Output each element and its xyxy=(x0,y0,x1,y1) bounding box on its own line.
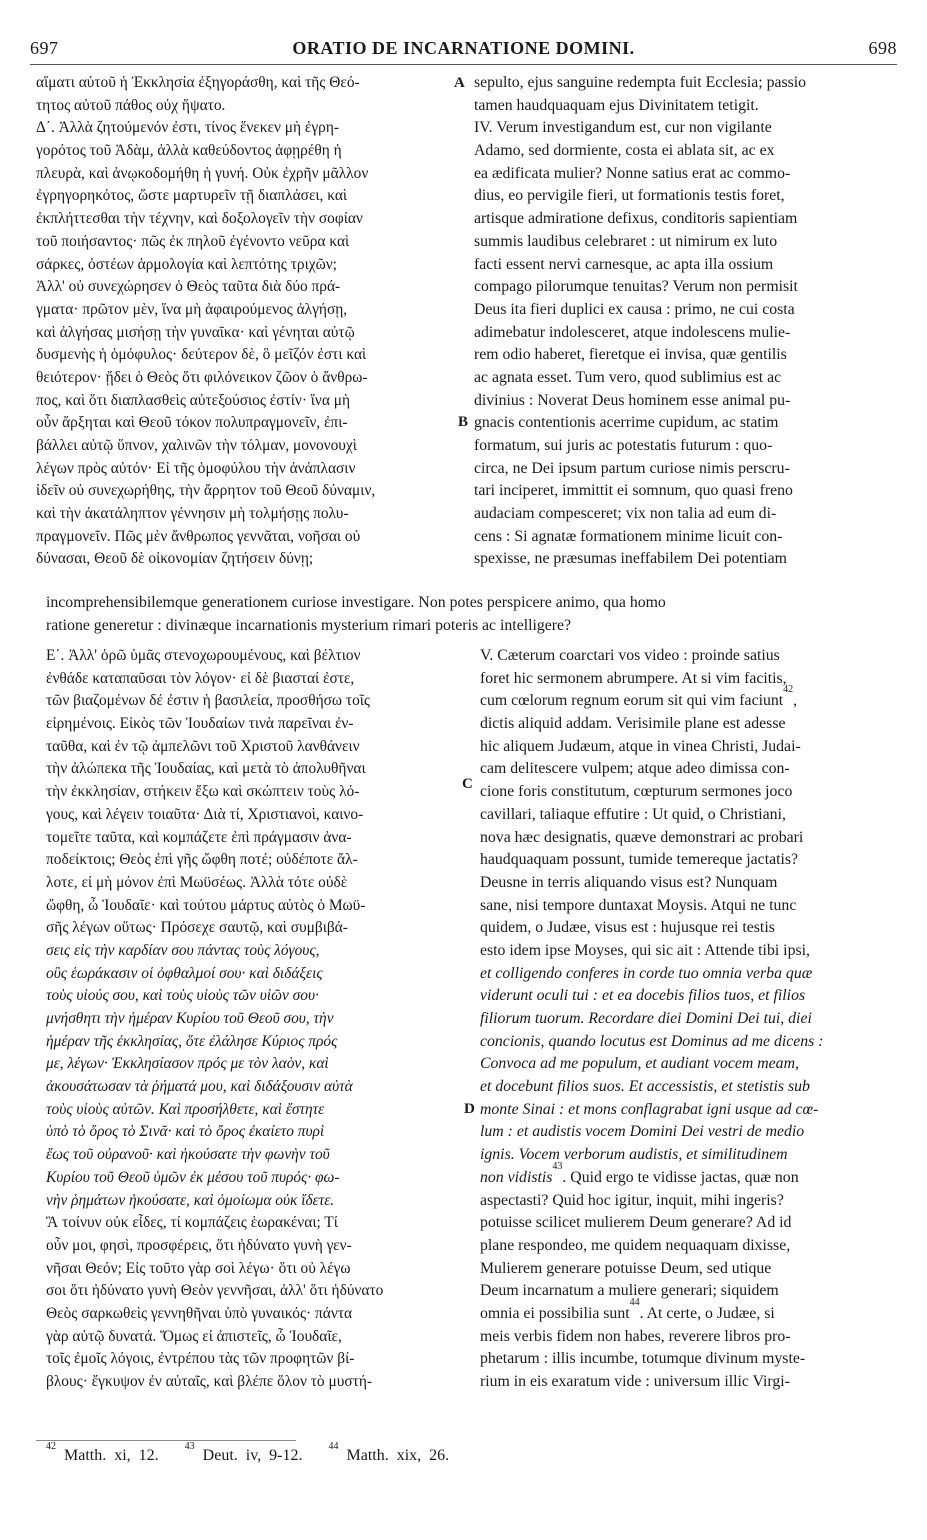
greek-line xyxy=(36,208,446,231)
greek-line xyxy=(46,940,456,963)
latin-line xyxy=(474,435,890,458)
greek-line-text: ποδείκτοις; Θεὸς ἐπὶ γῆς ὤφθη ποτέ; οὐδέποτε ἄλ- xyxy=(46,851,358,869)
latin-line xyxy=(480,684,894,713)
latin-line-text: sane, nisi tempore duntaxat Moysis. Atqui ne tunc xyxy=(480,896,797,914)
latin-line xyxy=(474,367,890,390)
latin-line xyxy=(474,322,890,345)
greek-line-text: γματα· πρῶτον μὲν, ἵνα μὴ ἀφαιρούμενος ἀλγήσῃ, xyxy=(36,300,348,318)
latin-line xyxy=(480,645,894,668)
latin-line-text: phetarum : illis incumbe, totumque divinum myste- xyxy=(480,1350,806,1368)
latin-line xyxy=(474,95,890,118)
latin-column-top xyxy=(474,72,890,571)
footnote xyxy=(184,1441,303,1464)
greek-line xyxy=(46,645,456,668)
latin-line-text-cont: . Quid ergo te vidisse jactas, quæ non xyxy=(562,1168,799,1186)
latin-line xyxy=(480,985,894,1008)
latin-line xyxy=(480,736,894,759)
latin-line xyxy=(480,895,894,918)
greek-column-bottom xyxy=(46,645,456,1394)
page-number-right: 698 xyxy=(868,38,897,58)
greek-line xyxy=(36,72,446,95)
latin-line xyxy=(474,140,890,163)
footnote xyxy=(46,1441,159,1464)
greek-line-text: πραγμονεῖν. Πῶς μὲν ἄνθρωπος γεννᾶται, νοῆσαι οὐ xyxy=(36,527,361,545)
latin-line xyxy=(480,758,894,781)
greek-line xyxy=(46,804,456,827)
greek-line xyxy=(36,322,446,345)
latin-line-text: ea ædificata mulier? Nonne satius erat ac commo- xyxy=(474,164,791,182)
greek-line xyxy=(46,1076,456,1099)
latin-line-text: cum cœlorum regnum eorum sit qui vim faciunt xyxy=(480,692,784,710)
latin-line xyxy=(480,1031,894,1054)
greek-line xyxy=(46,985,456,1008)
greek-line xyxy=(36,254,446,277)
greek-line xyxy=(46,1280,456,1303)
footnote-reference: Matth. xix, 26. xyxy=(338,1447,450,1464)
latin-line-text: cam delitescere vulpem; atque adeo dimissa con- xyxy=(480,760,790,778)
latin-line-text: incomprehensibilemque generationem curiose investigare. Non potes perspicere animo, qua homo xyxy=(46,594,666,611)
greek-line-text: τοὺς υἱούς σου, καὶ τοὺς υἱοὺς τῶν υἱῶν σου· xyxy=(46,987,319,1005)
latin-line-text: filiorum tuorum. Recordare diei Domini Dei tui, diei xyxy=(480,1010,812,1027)
latin-line xyxy=(480,1212,894,1235)
greek-line-text: σῆς λέγων οὕτως· Πρόσεχε σαυτῷ, καὶ συμβιβά- xyxy=(46,919,348,937)
greek-line xyxy=(36,299,446,322)
greek-line-text: καὶ ἀλγήσας μισήσῃ τὴν γυναῖκα· καὶ γένηται αὐτῷ xyxy=(36,323,355,341)
footnote-reference: Matth. xi, 12. xyxy=(56,1447,159,1464)
greek-line xyxy=(36,367,446,390)
latin-line-text: meis verbis fidem non habes, reverere libros pro- xyxy=(480,1327,791,1345)
greek-line xyxy=(46,963,456,986)
greek-line-text: με, λέγων· Ἐκκλησίασον πρός με τὸν λαὸν, καὶ xyxy=(46,1055,329,1073)
latin-line xyxy=(480,872,894,895)
latin-line-text: cens : Si agnatæ formationem minime licuit con- xyxy=(474,527,783,545)
latin-line-text: concionis, quando locutus est Dominus ad me dicens : xyxy=(480,1032,824,1050)
footnote-ref: 44 xyxy=(629,1296,640,1308)
greek-line-text: τοὺς υἱοὺς αὐτῶν. Καὶ προσήλθετε, καὶ ἔστητε xyxy=(46,1100,325,1118)
greek-line-text: σάρκες, ὀστέων ἁρμολογία καὶ λεπτότης τριχῶν; xyxy=(36,255,337,273)
latin-line xyxy=(46,592,894,615)
greek-line xyxy=(46,895,456,918)
greek-line-text: αἵματι αὐτοῦ ἡ Ἐκκλησία ἐξηγοράσθη, καὶ τῆς Θεό- xyxy=(36,74,360,91)
page-header xyxy=(30,38,897,60)
latin-line-text: IV. Verum investigandum est, cur non vigilante xyxy=(474,119,772,137)
greek-line xyxy=(36,412,446,435)
greek-line-text: οὖν ἄρξηται καὶ Θεοῦ τόκον πολυπραγμονεῖν, ἐπι- xyxy=(36,414,348,432)
latin-line-text: quidem, o Judæe, visus est : hujusque rei testis xyxy=(480,919,775,937)
greek-line-text: μνήσθητι τὴν ἡμέραν Κυρίου τοῦ Θεοῦ σου, τὴν xyxy=(46,1010,334,1027)
greek-line xyxy=(46,713,456,736)
latin-line xyxy=(474,458,890,481)
greek-line-text: τητος αὐτοῦ πάθος οὐχ ἥψατο. xyxy=(36,96,226,114)
greek-line-text: σεις εἰς τὴν καρδίαν σου πάντας τοὺς λόγους, xyxy=(46,941,320,959)
latin-line-text: dictis aliquid addam. Verisimile plane est adesse xyxy=(480,715,786,733)
latin-line-text: dius, eo pervigile fieri, ut formationis testis foret, xyxy=(474,187,785,205)
latin-line-text: adimebatur indolesceret, atque indolescens mulie- xyxy=(474,323,791,341)
greek-line-text: ἐγρηγορηκότος, ὥστε μαρτυρεῖν τῇ διαπλάσει, καὶ xyxy=(36,187,348,205)
footnotes xyxy=(46,1441,475,1465)
latin-line-text: rem odio haberet, fieretque ei invisa, quæ gentilis xyxy=(474,346,787,364)
latin-line xyxy=(474,526,890,549)
latin-line-text: monte Sinai : et mons conflagrabat igni usque ad cœ- xyxy=(480,1100,819,1118)
latin-line-text: potuisse scilicet mulierem Deum generare? Ad id xyxy=(480,1214,792,1232)
greek-line xyxy=(46,827,456,850)
latin-line xyxy=(480,917,894,940)
margin-marker-a: A xyxy=(454,75,465,91)
latin-line-text: spexisse, ne præsumas ineffabilem Dei potentiam xyxy=(474,550,787,568)
greek-line xyxy=(36,276,446,299)
greek-line-text: σοι ὅτι ἠδύνατο γυνὴ Θεὸν γεννῆσαι, ἀλλ' ὅτι ἠδύνατο xyxy=(46,1282,384,1300)
latin-line xyxy=(480,668,894,691)
latin-line-text: aspectasti? Quid hoc igitur, inquit, mihi ingeris? xyxy=(480,1191,784,1209)
latin-line xyxy=(480,713,894,736)
latin-line xyxy=(480,1121,894,1144)
greek-line xyxy=(46,690,456,713)
greek-line-text: γὰρ αὐτῷ δυνατά. Ὅμως εἰ ἀπιστεῖς, ὦ Ἰουδαῖε, xyxy=(46,1327,342,1345)
latin-line-text: artisque admiratione defixus, conditoris sapientiam xyxy=(474,210,798,228)
latin-line xyxy=(474,548,890,571)
latin-line xyxy=(474,185,890,208)
latin-line xyxy=(480,963,894,986)
greek-line-text: ὑπὸ τὸ ὄρος τὸ Σινᾶ· καὶ τὸ ὄρος ἐκαίετο πυρὶ xyxy=(46,1123,325,1141)
footnote-ref: 43 xyxy=(552,1160,563,1172)
greek-line-text: λοτε, εἰ μὴ μόνον ἐπὶ Μωϋσέως. Ἀλλὰ τότε οὐδὲ xyxy=(46,873,348,891)
footnote-reference: Deut. iv, 9-12. xyxy=(194,1447,303,1464)
greek-line-text: οὓς ἑωράκασιν οἱ ὀφθαλμοί σου· καὶ διδάξεις xyxy=(46,964,323,982)
latin-line-text: omnia ei possibilia sunt xyxy=(480,1304,630,1322)
greek-column-top xyxy=(36,72,446,571)
greek-line-text: δύνασαι, Θεοῦ δὲ οἰκονομίαν ζητήσειν δύνῃ; xyxy=(36,550,314,568)
greek-line xyxy=(46,1144,456,1167)
footnote-number: 44 xyxy=(328,1441,339,1452)
greek-line-text: τὴν ἀλώπεκα τῆς Ἰουδαίας, καὶ μετὰ τὸ ἀπολυθῆναι xyxy=(46,760,366,778)
latin-line-text: summis laudibus celebraret : ut nimirum ex luto xyxy=(474,232,778,250)
greek-line xyxy=(46,1121,456,1144)
header-rule xyxy=(30,64,897,65)
latin-line-text: cavillari, taliaque effutire : Ut quid, o Christiani, xyxy=(480,805,786,823)
latin-line xyxy=(480,1348,894,1371)
greek-line xyxy=(36,435,446,458)
greek-line-text: λέγων πρὸς αὐτόν· Εἰ τῆς ὁμοφύλου τὴν ἀνάπλασιν xyxy=(36,459,356,477)
latin-line-text: facti essent nervi carnesque, ac apta illa ossium xyxy=(474,255,774,273)
greek-line-text: Θεὸς σαρκωθεὶς γεννηθῆναι ὑπὸ γυναικός· πάντα xyxy=(46,1304,353,1322)
greek-line-text: νῆσαι Θεόν; Εἰς τοῦτο γὰρ σοὶ λέγω· ὅτι οὐ λέγω xyxy=(46,1259,351,1277)
latin-line xyxy=(480,1008,894,1031)
latin-line xyxy=(480,1076,894,1099)
latin-line-text: et colligendo conferes in corde tuo omnia verba quæ xyxy=(480,964,813,982)
margin-marker-c: C xyxy=(462,776,473,792)
greek-line-text: τοῦ ποιήσαντος· πῶς ἐκ πηλοῦ ἐγένοντο νεῦρα καὶ xyxy=(36,232,350,250)
greek-line xyxy=(46,1326,456,1349)
margin-marker-b: B xyxy=(458,414,469,430)
latin-line-text: non vidistis xyxy=(480,1168,553,1186)
latin-line xyxy=(480,940,894,963)
latin-line xyxy=(474,390,890,413)
greek-line xyxy=(46,736,456,759)
latin-line-text: foret hic sermonem abrumpere. At si vim facitis, xyxy=(480,669,787,687)
latin-line-text: cione foris constitutum, cœpturum sermones joco xyxy=(480,783,793,801)
latin-line-text: Deum incarnatum a muliere generari; siquidem xyxy=(480,1282,779,1300)
greek-line xyxy=(36,458,446,481)
greek-line xyxy=(36,231,446,254)
latin-line xyxy=(46,615,894,638)
latin-line xyxy=(480,1296,894,1326)
latin-line xyxy=(474,503,890,526)
latin-line xyxy=(474,254,890,277)
greek-line-text: τὴν ἐκκλησίαν, στήκειν ἔξω καὶ σκώπτειν τοὺς λό- xyxy=(46,783,360,801)
page-number-left: 697 xyxy=(30,38,59,58)
latin-line-text: ignis. Vocem verborum audistis, et similitudinem xyxy=(480,1146,788,1164)
latin-line-text: Mulierem generare potuisse Deum, sed utique xyxy=(480,1259,772,1277)
latin-line-text-cont: . At certe, o Judæe, si xyxy=(639,1304,775,1322)
latin-line xyxy=(480,804,894,827)
greek-line-text: ἰδεῖν οὐ συνεχωρήθης, τὴν ἄρρητον τοῦ Θεοῦ δύναμιν, xyxy=(36,482,376,500)
greek-line-text: Ἃ τοίνυν οὐκ εἶδες, τί κομπάζεις ἑωρακέναι; Τί xyxy=(46,1214,338,1232)
greek-line xyxy=(46,1031,456,1054)
greek-line xyxy=(46,1190,456,1213)
greek-line xyxy=(46,1303,456,1326)
greek-line-text: γους, καὶ λέγειν τοιαῦτα· Διὰ τί, Χριστιανοὶ, καινο- xyxy=(46,805,364,823)
greek-line-text: βάλλει αὐτῷ ὕπνον, χαλινῶν τὴν τόλμαν, μονονουχὶ xyxy=(36,437,357,454)
latin-line-text: tari inciperet, immittit ei somnum, quo quasi freno xyxy=(474,482,793,500)
greek-line xyxy=(36,344,446,367)
latin-line xyxy=(480,1144,894,1167)
greek-line xyxy=(36,548,446,571)
greek-line-text: θειότερον· ᾔδει ὁ Θεὸς ὅτι φιλόνεικον ζῶον ὁ ἄνθρω- xyxy=(36,368,368,386)
latin-line-text-cont: , xyxy=(793,692,798,710)
footnote-ref: 42 xyxy=(783,684,794,696)
latin-line-text: Convoca ad me populum, et audiant vocem meam, xyxy=(480,1055,799,1073)
greek-line xyxy=(46,1348,456,1371)
latin-line xyxy=(474,163,890,186)
greek-line xyxy=(36,185,446,208)
greek-line xyxy=(46,1099,456,1122)
greek-line xyxy=(46,1258,456,1281)
greek-line-text: δυσμενὴς ἡ ὁμόφυλος· δεύτερον δὲ, ὃ μεῖζόν ἐστι καὶ xyxy=(36,346,367,364)
latin-line xyxy=(474,276,890,299)
latin-line xyxy=(474,72,890,95)
latin-line-text: compago pilorumque tenuitas? Verum non permisit xyxy=(474,278,798,296)
footnote-rule xyxy=(36,1440,296,1441)
latin-line xyxy=(474,480,890,503)
latin-line-text: tamen haudquaquam ejus Divinitatem tetigit. xyxy=(474,96,759,114)
footnote xyxy=(328,1441,450,1464)
latin-line-text: nova hæc designatis, quæve demonstrari ac probari xyxy=(480,828,804,846)
greek-line xyxy=(36,503,446,526)
latin-line-text: ac agnata esset. Tum vero, quod sublimius est ac xyxy=(474,368,782,386)
greek-line xyxy=(46,1167,456,1190)
latin-line xyxy=(480,1099,894,1122)
greek-line xyxy=(46,1008,456,1031)
latin-line xyxy=(480,1280,894,1303)
greek-line-text: ἀκουσάτωσαν τὰ ῥήματά μου, καὶ διδάξουσιν αὐτὰ xyxy=(46,1078,353,1096)
greek-line xyxy=(46,1053,456,1076)
greek-line-text: ἐκπλήττεσθαι τὴν τέχνην, καὶ δοξολογεῖν τὴν σοφίαν xyxy=(36,210,363,228)
latin-line xyxy=(480,1371,894,1394)
greek-line xyxy=(36,117,446,140)
greek-line-text: βλους· ἔγκυψον ἐν αὐταῖς, καὶ βλέπε ὅλον τὸ μυστή- xyxy=(46,1373,373,1390)
latin-line xyxy=(480,1235,894,1258)
greek-line xyxy=(36,480,446,503)
greek-line-text: πος, καὶ ὅτι διαπλασθεὶς αὐτεξούσιος ἐστίν· ἵνα μὴ xyxy=(36,391,351,409)
latin-line-text: circa, ne Dei ipsum partum curiose nimis perscru- xyxy=(474,459,790,477)
latin-line xyxy=(480,1190,894,1213)
greek-line xyxy=(46,849,456,872)
latin-line xyxy=(480,781,894,804)
latin-column-bottom xyxy=(480,645,894,1394)
latin-line-text: plane respondeo, me quidem nequaquam dixisse, xyxy=(480,1236,791,1254)
greek-line-text: Δ΄. Ἀλλὰ ζητούμενόν ἐστι, τίνος ἕνεκεν μὴ ἐγρη- xyxy=(36,119,340,137)
greek-line xyxy=(46,758,456,781)
greek-line-text: οὖν μοι, φησὶ, προσφέρεις, ὅτι ἠδύνατο γυνὴ γεν- xyxy=(46,1236,352,1254)
greek-line-text: Ε΄. Ἀλλ' ὁρῶ ὑμᾶς στενοχωρουμένους, καὶ βέλτιον xyxy=(46,647,361,664)
latin-line xyxy=(480,1160,894,1190)
greek-line xyxy=(36,526,446,549)
latin-line-text: rium in eis exaratum vide : universum illic Virgi- xyxy=(480,1373,790,1390)
greek-line-text: Κυρίου τοῦ Θεοῦ ὑμῶν ἐκ μέσου τοῦ πυρός· φω- xyxy=(46,1168,340,1186)
latin-line-text: formatum, sui juris ac potestatis futurum : quo- xyxy=(474,437,773,454)
latin-line xyxy=(474,412,890,435)
greek-line xyxy=(36,390,446,413)
greek-line xyxy=(46,917,456,940)
greek-line xyxy=(36,163,446,186)
latin-line xyxy=(474,117,890,140)
latin-line-text: viderunt oculi tui : et ea docebis filios tuos, et filios xyxy=(480,987,806,1005)
greek-line-text: ἕως τοῦ οὐρανοῦ· καὶ ἠκούσατε τὴν φωνὴν τοῦ xyxy=(46,1146,330,1164)
latin-line xyxy=(480,1258,894,1281)
latin-line xyxy=(480,1326,894,1349)
greek-line-text: ὤφθη, ὦ Ἰουδαῖε· καὶ τούτου μάρτυς αὐτὸς ὁ Μωϋ- xyxy=(46,896,366,914)
latin-full-width-passage xyxy=(46,592,894,637)
latin-line-text: divinius : Noverat Deus hominem esse animal pu- xyxy=(474,391,791,409)
latin-line-text: audaciam compesceret; vix non talia ad eum di- xyxy=(474,505,777,523)
latin-line xyxy=(474,208,890,231)
greek-line-text: νὴν ῥημάτων ἠκούσατε, καὶ ὁμοίωμα οὐκ ἴδετε. xyxy=(46,1191,335,1209)
latin-line xyxy=(474,231,890,254)
latin-line xyxy=(480,1053,894,1076)
latin-line-text: Deusne in terris aliquando visus est? Nunquam xyxy=(480,873,778,891)
greek-line-text: τοῖς ἐμοῖς λόγοις, ἐντρέπου τὰς τῶν προφητῶν βί- xyxy=(46,1350,355,1368)
latin-line-text: V. Cæterum coarctari vos video : proinde satius xyxy=(480,647,780,664)
latin-line-text: haudquaquam possunt, tumide temereque jactatis? xyxy=(480,851,799,869)
latin-line-text: Deus ita fieri duplici ex causa : primo, ne cui costa xyxy=(474,300,795,318)
latin-line xyxy=(480,827,894,850)
greek-line-text: γορότος τοῦ Ἀδὰμ, ἀλλὰ καθεύδοντος ἀφῃρέθη ἡ xyxy=(36,142,342,160)
footnote-number: 42 xyxy=(46,1441,56,1452)
greek-line xyxy=(46,1235,456,1258)
latin-line xyxy=(474,344,890,367)
greek-line xyxy=(46,1212,456,1235)
latin-line-text: lum : et audistis vocem Domini Dei vestri de medio xyxy=(480,1123,805,1141)
greek-line xyxy=(46,1371,456,1394)
latin-line-text: Adamo, sed dormiente, costa ei ablata sit, ac ex xyxy=(474,142,775,160)
greek-line-text: τῶν βιαζομένων δέ ἐστιν ἡ βασιλεία, προσθήσω τοῖς xyxy=(46,692,371,710)
latin-line-text: gnacis contentionis acerrime cupidum, ac statim xyxy=(474,414,779,432)
greek-line-text: ταῦθα, καὶ ἐν τῷ ἀμπελῶνι τοῦ Χριστοῦ λανθάνειν xyxy=(46,737,360,755)
greek-line-text: ἡμέραν τῆς ἐκκλησίας, ὅτε ἐλάλησε Κύριος πρός xyxy=(46,1032,338,1050)
running-title: ORATIO DE INCARNATIONE DOMINI. xyxy=(292,38,635,58)
latin-line xyxy=(480,849,894,872)
latin-line-text: ratione generetur : divinæque incarnationis mysterium rimari poteris ac intelligere? xyxy=(46,616,572,634)
greek-line-text: ἐνθάδε καταπαῦσαι τὸν λόγον· εἰ δὲ βιασταί ἐστε, xyxy=(46,669,355,687)
greek-line xyxy=(46,668,456,691)
latin-line-text: esto idem ipse Moyses, qui sic ait : Attende tibi ipsi, xyxy=(480,941,810,959)
greek-line-text: εἰρημένοις. Εἰκὸς τῶν Ἰουδαίων τινὰ παρεῖναι ἐν- xyxy=(46,715,354,733)
greek-line-text: Ἀλλ' οὐ συνεχώρησεν ὁ Θεὸς ταῦτα διὰ δύο πρά- xyxy=(36,278,341,296)
margin-marker-d: D xyxy=(464,1101,475,1117)
greek-line-text: πλευρὰ, καὶ ἀνῳκοδομήθη ἡ γυνή. Οὐκ ἐχρῆν μᾶλλον xyxy=(36,164,369,182)
greek-line xyxy=(46,872,456,895)
latin-line-text: sepulto, ejus sanguine redempta fuit Ecclesia; passio xyxy=(474,74,807,91)
greek-line-text: καὶ τὴν ἀκατάληπτον γέννησιν μὴ τολμήσῃς πολυ- xyxy=(36,505,349,523)
greek-line xyxy=(36,95,446,118)
greek-line-text: τομεῖτε ταῦτα, καὶ κομπάζετε ἐπὶ πράγμασιν ἀνα- xyxy=(46,828,352,846)
latin-line xyxy=(474,299,890,322)
greek-line xyxy=(36,140,446,163)
latin-line-text: hic aliquem Judæum, atque in vinea Christi, Judai- xyxy=(480,737,801,755)
latin-line-text: et docebunt filios suos. Et accessistis, et stetistis sub xyxy=(480,1078,810,1096)
greek-line xyxy=(46,781,456,804)
footnote-number: 43 xyxy=(184,1441,195,1452)
